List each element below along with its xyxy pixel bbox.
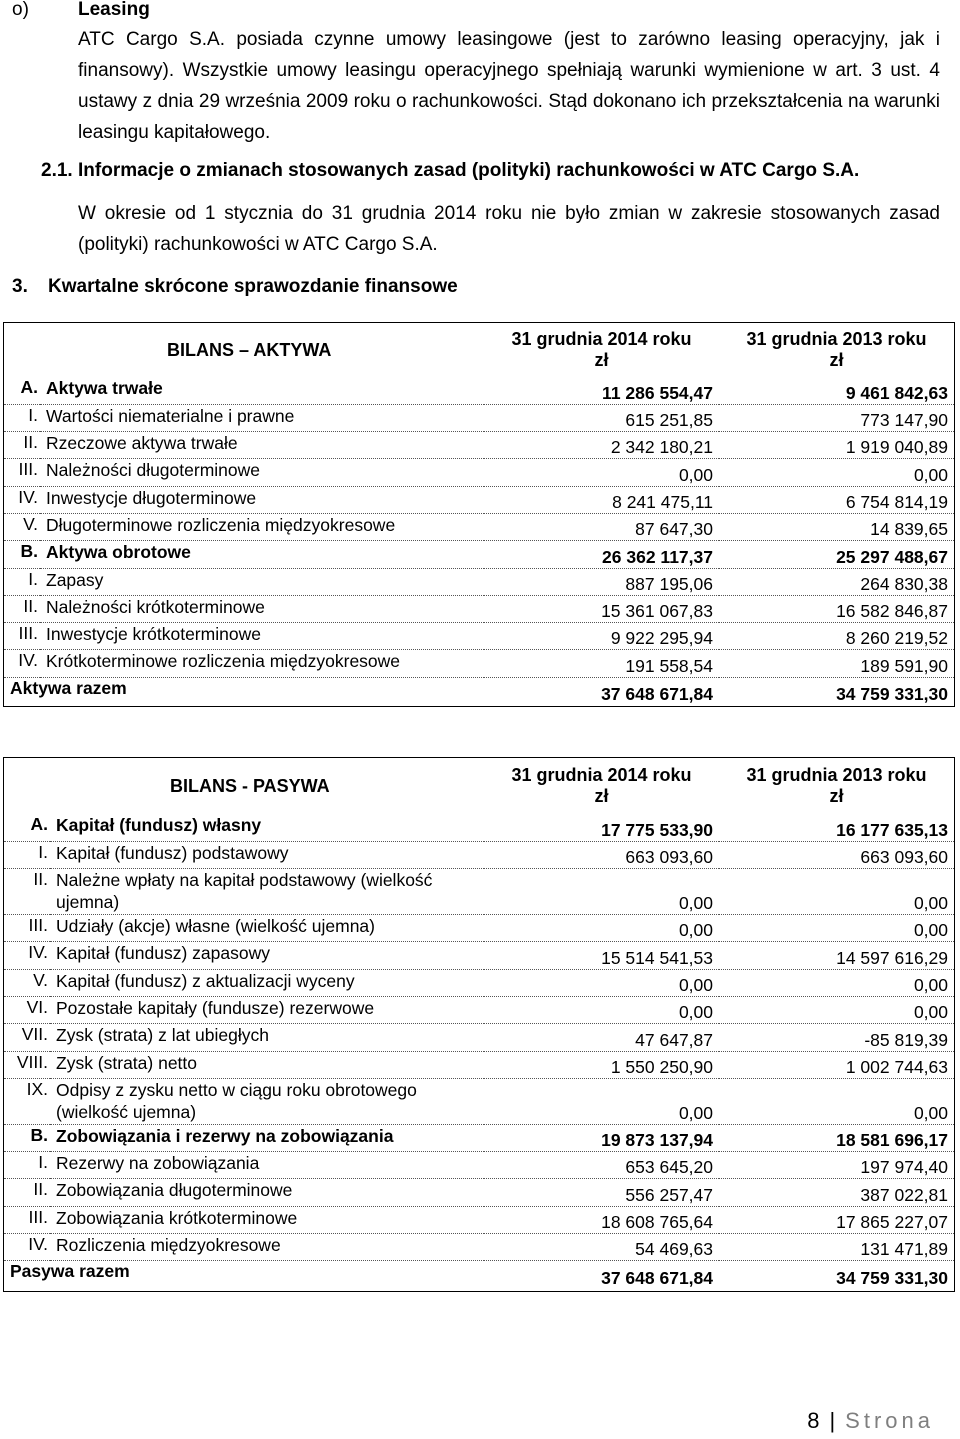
value-2014: 653 645,20 <box>484 1152 719 1179</box>
value-2013: 14 597 616,29 <box>719 942 954 969</box>
aktywa-row <box>4 404 954 431</box>
row-label: Kapitał (fundusz) z aktualizacji wyceny <box>50 969 484 996</box>
pasywa-table <box>4 758 954 1289</box>
row-label: Zobowiązania i rezerwy na zobowiązania <box>50 1124 484 1151</box>
pasywa-row <box>4 969 954 996</box>
value-2014: 556 257,47 <box>484 1179 719 1206</box>
section-3-heading: Kwartalne skrócone sprawozdanie finansowe <box>48 276 458 297</box>
value-2013: 264 830,38 <box>719 568 954 595</box>
value-2013: 6 754 814,19 <box>719 486 954 513</box>
row-number: I. <box>4 1152 50 1179</box>
value-2013: 0,00 <box>719 1078 954 1124</box>
total-value-2014: 37 648 671,84 <box>601 684 713 705</box>
value-2014: 17 775 533,90 <box>484 814 719 841</box>
value-2013: 663 093,60 <box>719 841 954 868</box>
row-number: A. <box>4 814 50 841</box>
aktywa-col-2013: 31 grudnia 2013 roku zł <box>746 329 927 370</box>
pasywa-row <box>4 841 954 868</box>
row-number: A. <box>4 377 40 404</box>
aktywa-row <box>4 623 954 650</box>
row-label: Rezerwy na zobowiązania <box>50 1152 484 1179</box>
value-2014: 15 514 541,53 <box>484 942 719 969</box>
total-value-2014: 37 648 671,84 <box>601 1267 714 1288</box>
row-number: II. <box>4 869 50 915</box>
pasywa-header-row <box>4 758 954 814</box>
value-2014: 87 647,30 <box>484 513 719 540</box>
aktywa-row <box>4 432 954 459</box>
value-2014: 663 093,60 <box>484 841 719 868</box>
row-label: Aktywa trwałe <box>40 377 484 404</box>
value-2014: 15 361 067,83 <box>484 595 719 622</box>
pasywa-row <box>4 942 954 969</box>
row-label: Krótkoterminowe rozliczenia międzyokresowe <box>40 650 484 677</box>
value-2013: 773 147,90 <box>719 404 954 431</box>
aktywa-row <box>4 541 954 568</box>
aktywa-header-row <box>4 323 954 377</box>
row-label: Wartości niematerialne i prawne <box>40 404 484 431</box>
row-label: Inwestycje długoterminowe <box>40 486 484 513</box>
value-2014: 615 251,85 <box>484 404 719 431</box>
pasywa-row <box>4 1078 954 1124</box>
row-label: Kapitał (fundusz) podstawowy <box>50 841 484 868</box>
value-2013: 0,00 <box>719 869 954 915</box>
value-2013: 131 471,89 <box>719 1234 954 1261</box>
value-2014: 47 647,87 <box>484 1024 719 1051</box>
row-label: Udziały (akcje) własne (wielkość ujemna) <box>50 915 484 942</box>
row-number: III. <box>4 1206 50 1233</box>
row-number: IV. <box>4 942 50 969</box>
row-label: Pozostałe kapitały (fundusze) rezerwowe <box>50 996 484 1023</box>
aktywa-row <box>4 650 954 677</box>
value-2013: 1 919 040,89 <box>719 432 954 459</box>
aktywa-row <box>4 568 954 595</box>
value-2014: 26 362 117,37 <box>484 541 719 568</box>
row-number: B. <box>4 1124 50 1151</box>
aktywa-row <box>4 513 954 540</box>
section-2-1-paragraph: W okresie od 1 stycznia do 31 grudnia 2014 roku nie było zmian w zakresie stosowanych zasad (polityki) rachunkowości w ATC Cargo S.A. <box>78 203 940 255</box>
row-number: I. <box>4 841 50 868</box>
row-label: Należności krótkoterminowe <box>40 595 484 622</box>
value-2013: 1 002 744,63 <box>719 1051 954 1078</box>
value-2013: 16 582 846,87 <box>719 595 954 622</box>
total-value-2013: 34 759 331,30 <box>836 1267 949 1288</box>
pasywa-title: BILANS - PASYWA <box>170 775 330 796</box>
value-2014: 54 469,63 <box>484 1234 719 1261</box>
value-2014: 1 550 250,90 <box>484 1051 719 1078</box>
value-2013: 0,00 <box>719 459 954 486</box>
row-label: Rzeczowe aktywa trwałe <box>40 432 484 459</box>
row-number: V. <box>4 969 50 996</box>
value-2014: 8 241 475,11 <box>484 486 719 513</box>
value-2013: 0,00 <box>719 996 954 1023</box>
pasywa-row <box>4 1152 954 1179</box>
value-2013: 25 297 488,67 <box>719 541 954 568</box>
value-2013: 189 591,90 <box>719 650 954 677</box>
pasywa-row <box>4 996 954 1023</box>
row-label: Kapitał (fundusz) własny <box>50 814 484 841</box>
row-label: Zysk (strata) netto <box>50 1051 484 1078</box>
value-2013: 16 177 635,13 <box>719 814 954 841</box>
section-o-marker: o) <box>12 0 29 20</box>
aktywa-col-2014: 31 grudnia 2014 roku zł <box>511 329 692 370</box>
row-number: III. <box>4 459 40 486</box>
total-label: Aktywa razem <box>10 677 127 698</box>
row-number: I. <box>4 568 40 595</box>
pasywa-row <box>4 1206 954 1233</box>
row-number: VIII. <box>4 1051 50 1078</box>
row-number: VI. <box>4 996 50 1023</box>
row-number: VII. <box>4 1024 50 1051</box>
pasywa-row <box>4 1179 954 1206</box>
section-2-1-heading: Informacje o zmianach stosowanych zasad (polityki) rachunkowości w ATC Cargo S.A. <box>78 160 860 181</box>
aktywa-row <box>4 377 954 404</box>
row-number: III. <box>4 623 40 650</box>
row-number: IV. <box>4 650 40 677</box>
total-value-2013: 34 759 331,30 <box>836 684 948 705</box>
footer-separator: | <box>829 1408 836 1433</box>
row-label: Aktywa obrotowe <box>40 541 484 568</box>
value-2013: 8 260 219,52 <box>719 623 954 650</box>
row-number: IV. <box>4 1234 50 1261</box>
value-2014: 9 922 295,94 <box>484 623 719 650</box>
row-label: Długoterminowe rozliczenia międzyokresowe <box>40 513 484 540</box>
value-2013: 197 974,40 <box>719 1152 954 1179</box>
row-label: Należności długoterminowe <box>40 459 484 486</box>
value-2014: 887 195,06 <box>484 568 719 595</box>
pasywa-row <box>4 1124 954 1151</box>
total-label: Pasywa razem <box>10 1261 130 1282</box>
section-o-paragraph: ATC Cargo S.A. posiada czynne umowy leasingowe (jest to zarówno leasing operacyjny, jak i finansowy). Wszystkie umowy leasingu operacyjnego spełniają warunki wymienione w art. 3 ust. 4 ustawy z dnia 29 września 2009 roku o rachunkowości. Stąd dokonano ich przekształcenia na warunki leasingu kapitałowego. <box>78 29 940 143</box>
pasywa-row <box>4 1051 954 1078</box>
value-2013: 9 461 842,63 <box>719 377 954 404</box>
pasywa-total-row <box>4 1261 954 1289</box>
pasywa-row <box>4 814 954 841</box>
value-2014: 18 608 765,64 <box>484 1206 719 1233</box>
aktywa-row <box>4 486 954 513</box>
pasywa-row <box>4 1234 954 1261</box>
aktywa-total-row <box>4 677 954 705</box>
row-label: Kapitał (fundusz) zapasowy <box>50 942 484 969</box>
value-2013: -85 819,39 <box>719 1024 954 1051</box>
aktywa-row <box>4 459 954 486</box>
row-number: I. <box>4 404 40 431</box>
row-label: Zysk (strata) z lat ubiegłych <box>50 1024 484 1051</box>
footer-label: Strona <box>845 1408 934 1433</box>
row-label: Zobowiązania krótkoterminowe <box>50 1206 484 1233</box>
row-number: III. <box>4 915 50 942</box>
aktywa-title: BILANS – AKTYWA <box>167 339 332 360</box>
value-2013: 387 022,81 <box>719 1179 954 1206</box>
value-2014: 0,00 <box>484 459 719 486</box>
value-2013: 17 865 227,07 <box>719 1206 954 1233</box>
pasywa-row <box>4 915 954 942</box>
value-2014: 0,00 <box>484 1078 719 1124</box>
value-2013: 14 839,65 <box>719 513 954 540</box>
section-3-number: 3. <box>12 276 28 297</box>
row-number: II. <box>4 432 40 459</box>
row-label: Rozliczenia międzyokresowe <box>50 1234 484 1261</box>
value-2014: 0,00 <box>484 869 719 915</box>
row-label: Zapasy <box>40 568 484 595</box>
page-footer <box>807 1408 934 1434</box>
pasywa-row <box>4 1024 954 1051</box>
row-label: Zobowiązania długoterminowe <box>50 1179 484 1206</box>
pasywa-row <box>4 869 954 915</box>
value-2014: 0,00 <box>484 915 719 942</box>
row-number: IX. <box>4 1078 50 1124</box>
value-2014: 2 342 180,21 <box>484 432 719 459</box>
row-number: V. <box>4 513 40 540</box>
page-number: 8 <box>807 1408 820 1433</box>
row-number: IV. <box>4 486 40 513</box>
row-number: II. <box>4 1179 50 1206</box>
section-2-1-number: 2.1. <box>41 160 73 181</box>
pasywa-col-2014: 31 grudnia 2014 roku zł <box>511 765 692 806</box>
value-2013: 18 581 696,17 <box>719 1124 954 1151</box>
pasywa-col-2013: 31 grudnia 2013 roku zł <box>746 765 927 806</box>
row-label: Należne wpłaty na kapitał podstawowy (wielkość ujemna) <box>50 869 484 915</box>
row-number: II. <box>4 595 40 622</box>
aktywa-row <box>4 595 954 622</box>
row-label: Odpisy z zysku netto w ciągu roku obrotowego (wielkość ujemna) <box>50 1078 484 1124</box>
value-2013: 0,00 <box>719 915 954 942</box>
value-2014: 19 873 137,94 <box>484 1124 719 1151</box>
value-2014: 191 558,54 <box>484 650 719 677</box>
value-2014: 0,00 <box>484 969 719 996</box>
value-2014: 11 286 554,47 <box>484 377 719 404</box>
value-2013: 0,00 <box>719 969 954 996</box>
aktywa-table <box>4 323 954 705</box>
section-o-heading: Leasing <box>78 0 150 20</box>
row-number: B. <box>4 541 40 568</box>
value-2014: 0,00 <box>484 996 719 1023</box>
row-label: Inwestycje krótkoterminowe <box>40 623 484 650</box>
